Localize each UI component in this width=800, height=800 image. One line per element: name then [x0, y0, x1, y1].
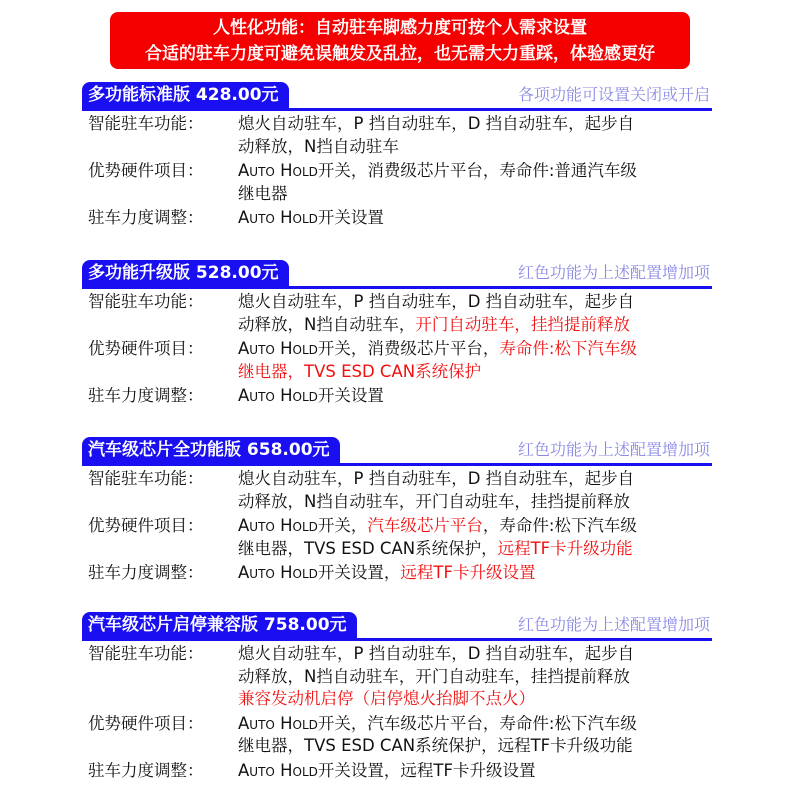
spec-text: 开关设置，远程TF卡升级设置 [317, 760, 536, 780]
spec-row [82, 468, 712, 513]
spec-text: 熄火自动驻车，P 挡自动驻车，D 挡自动驻车，起步自 [238, 114, 635, 133]
section-header [82, 260, 712, 289]
spec-label: 优势硬件项目： [88, 161, 204, 180]
spec-row [82, 643, 712, 711]
spec-text: 开关设置 [317, 386, 384, 405]
added-feature-text: 远程TF卡升级设置 [400, 563, 536, 582]
spec-text: 开关，消费级芯片平台，寿命件:普通汽车级 [317, 161, 637, 180]
section-header [82, 612, 712, 641]
spec-label: 优势硬件项目： [88, 713, 204, 733]
section-note: 红色功能为上述配置增加项 [517, 440, 710, 459]
spec-line [238, 207, 712, 230]
spec-text: Auto Hold [238, 339, 318, 358]
spec-text: 开关设置 [317, 208, 384, 227]
spec-row [82, 385, 712, 408]
spec-line [238, 713, 712, 736]
spec-label: 驻车力度调整： [88, 760, 204, 780]
spec-value [238, 385, 712, 408]
spec-text: 继电器，TVS ESD CAN系统保护，远程TF卡升级功能 [238, 736, 633, 755]
section-note: 红色功能为上述配置增加项 [517, 615, 710, 634]
spec-text: 动释放，N挡自动驻车，开门自动驻车，挂挡提前释放 [238, 666, 630, 686]
spec-value [238, 291, 712, 336]
added-feature-text: 开门自动驻车，挂挡提前释放 [415, 314, 630, 334]
spec-text: 继电器，TVS ESD CAN系统保护， [238, 538, 498, 558]
version-section [82, 437, 712, 585]
section-header [82, 82, 712, 111]
spec-value [238, 562, 712, 585]
version-section [82, 612, 712, 782]
added-feature-text: 汽车级芯片平台 [367, 516, 483, 535]
spec-text: 动释放，N挡自动驻车，开门自动驻车，挂挡提前释放 [238, 491, 630, 511]
spec-text: 熄火自动驻车，P 挡自动驻车，D 挡自动驻车，起步自 [238, 469, 635, 488]
spec-row [82, 713, 712, 758]
spec-text: 动释放，N挡自动驻车 [238, 136, 399, 156]
spec-text: Auto Hold [238, 516, 318, 535]
spec-row [82, 207, 712, 230]
spec-line [238, 136, 712, 159]
version-title: 汽车级芯片启停兼容版 758.00元 [82, 612, 357, 638]
spec-line [238, 688, 712, 711]
spec-row [82, 562, 712, 585]
spec-value [238, 713, 712, 758]
spec-text: Auto Hold [238, 713, 318, 733]
spec-text: Auto Hold [238, 161, 318, 180]
added-feature-text: 继电器，TVS ESD CAN系统保护 [238, 361, 482, 381]
spec-line [238, 643, 712, 666]
spec-text: 熄火自动驻车，P 挡自动驻车，D 挡自动驻车，起步自 [238, 644, 635, 663]
spec-value [238, 113, 712, 158]
spec-value [238, 160, 712, 205]
spec-line [238, 160, 712, 183]
version-section [82, 82, 712, 230]
spec-text: Auto Hold [238, 208, 318, 227]
version-title: 多功能标准版 428.00元 [82, 82, 289, 108]
spec-text: 开关，汽车级芯片平台，寿命件:松下汽车级 [317, 713, 637, 733]
spec-text: 开关，消费级芯片平台， [317, 339, 500, 358]
spec-line [238, 338, 712, 361]
banner-line-2: 合适的驻车力度可避免误触发及乱拉，也无需大力重踩，体验感更好 [145, 44, 655, 64]
spec-text: 动释放，N挡自动驻车， [238, 314, 416, 334]
added-feature-text: 远程TF卡升级功能 [497, 538, 633, 558]
spec-text: Auto Hold [238, 563, 318, 582]
section-note: 红色功能为上述配置增加项 [517, 263, 710, 282]
spec-line [238, 538, 712, 561]
spec-text: Auto Hold [238, 760, 318, 780]
spec-line [238, 291, 712, 314]
spec-label: 智能驻车功能： [88, 644, 204, 663]
version-title: 多功能升级版 528.00元 [82, 260, 289, 286]
spec-text: ，寿命件:松下汽车级 [482, 516, 637, 535]
spec-text: 开关设置， [317, 563, 401, 582]
feature-banner [110, 12, 690, 69]
spec-row [82, 113, 712, 158]
spec-value [238, 468, 712, 513]
spec-row [82, 291, 712, 336]
spec-value [238, 338, 712, 383]
spec-value [238, 207, 712, 230]
spec-line [238, 735, 712, 758]
spec-text: Auto Hold [238, 386, 318, 405]
spec-value [238, 760, 712, 783]
spec-text: 熄火自动驻车，P 挡自动驻车，D 挡自动驻车，起步自 [238, 292, 635, 311]
version-section [82, 260, 712, 408]
spec-label: 驻车力度调整： [88, 208, 204, 227]
version-title: 汽车级芯片全功能版 658.00元 [82, 437, 340, 463]
spec-line [238, 361, 712, 384]
spec-row [82, 160, 712, 205]
spec-row [82, 515, 712, 560]
spec-line [238, 666, 712, 689]
spec-label: 驻车力度调整： [88, 386, 204, 405]
spec-label: 智能驻车功能： [88, 114, 204, 133]
spec-label: 优势硬件项目： [88, 516, 204, 535]
spec-line [238, 562, 712, 585]
spec-line [238, 491, 712, 514]
spec-label: 优势硬件项目： [88, 339, 204, 358]
spec-value [238, 643, 712, 711]
spec-label: 智能驻车功能： [88, 469, 204, 488]
spec-row [82, 760, 712, 783]
spec-line [238, 113, 712, 136]
spec-row [82, 338, 712, 383]
banner-line-1: 人性化功能：自动驻车脚感力度可按个人需求设置 [213, 18, 587, 38]
spec-line [238, 515, 712, 538]
added-feature-text: 兼容发动机启停（启停熄火抬脚不点火） [238, 689, 535, 708]
section-note: 各项功能可设置关闭或开启 [517, 85, 710, 104]
spec-line [238, 385, 712, 408]
added-feature-text: 寿命件:松下汽车级 [499, 339, 637, 358]
spec-label: 智能驻车功能： [88, 292, 204, 311]
spec-value [238, 515, 712, 560]
spec-line [238, 760, 712, 783]
spec-line [238, 468, 712, 491]
spec-line [238, 183, 712, 206]
spec-label: 驻车力度调整： [88, 563, 204, 582]
spec-text: 开关， [317, 516, 368, 535]
spec-text: 继电器 [238, 183, 288, 203]
spec-line [238, 314, 712, 337]
section-header [82, 437, 712, 466]
